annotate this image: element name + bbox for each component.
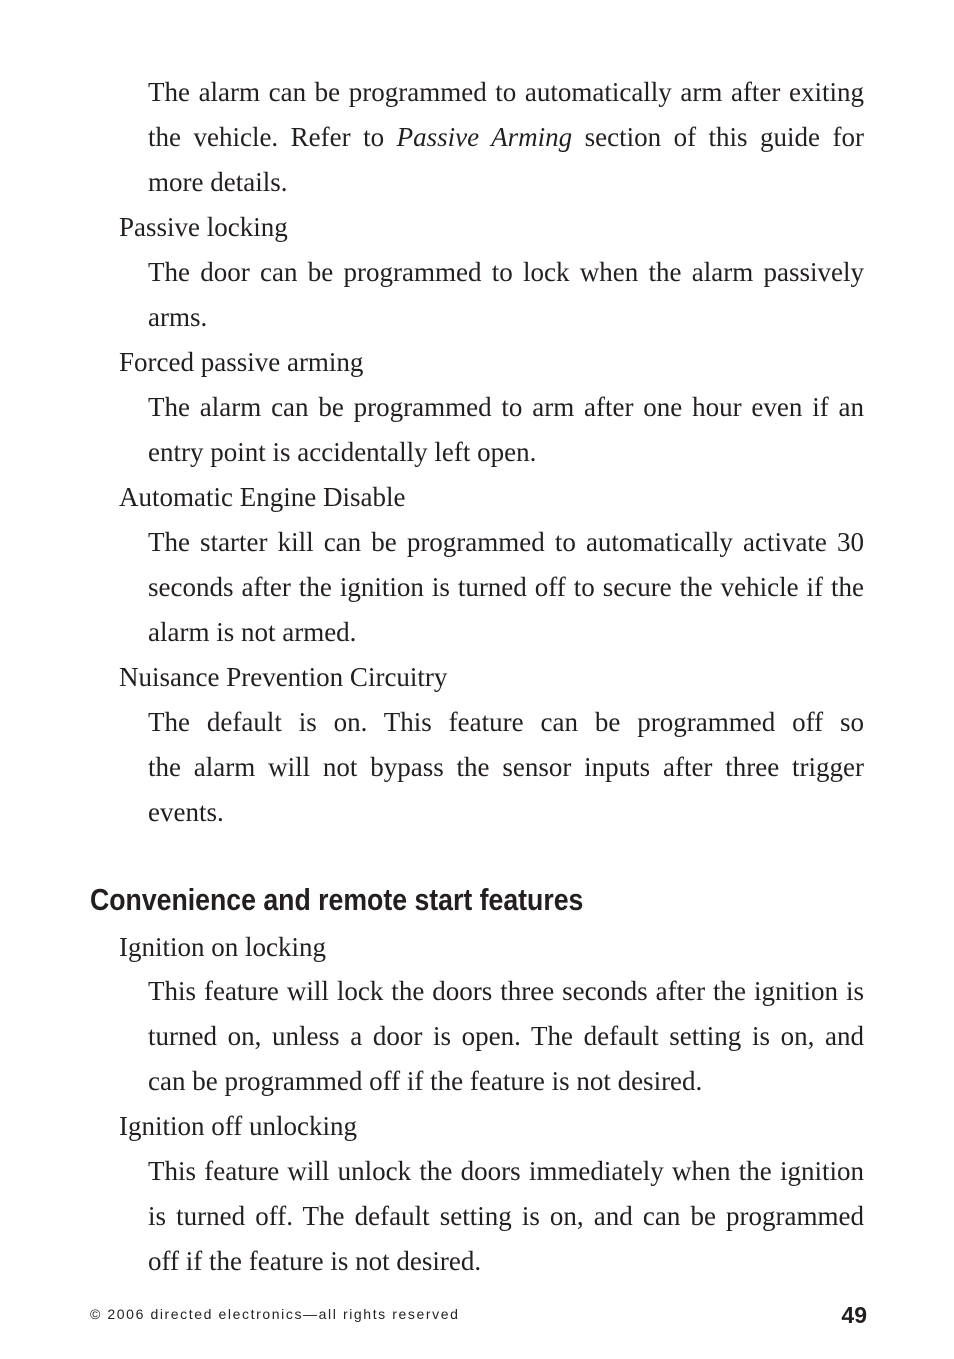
forced-passive-arming-line-2: entry point is accidentally left open. xyxy=(148,437,537,467)
passive-arming-line-2 xyxy=(148,115,864,160)
automatic-engine-disable-line-3: alarm is not armed. xyxy=(148,617,357,647)
nuisance-prevention-line-1: The default is on. This feature can be programmed off so xyxy=(148,707,864,737)
passive-locking-line-2: arms. xyxy=(148,302,208,332)
ignition-off-unlocking-line-2: is turned off. The default setting is on, and can be programmed xyxy=(148,1201,864,1231)
automatic-engine-disable-title: Automatic Engine Disable xyxy=(119,482,406,512)
passive-locking-line-1: The door can be programmed to lock when the alarm passively xyxy=(148,257,864,287)
passive-arming-text-b: section of this guide for xyxy=(584,122,865,152)
ignition-off-unlocking-title: Ignition off unlocking xyxy=(119,1111,357,1141)
passive-arming-line-1: The alarm can be programmed to automatically arm after exiting xyxy=(148,77,864,107)
passive-arming-reference: Passive Arming xyxy=(396,122,573,152)
ignition-off-unlocking-line-3: off if the feature is not desired. xyxy=(148,1246,482,1276)
automatic-engine-disable-line-1: The starter kill can be programmed to automatically activate 30 xyxy=(148,527,864,557)
passive-arming-text-a: the vehicle. Refer to xyxy=(148,122,385,152)
ignition-on-locking-line-3: can be programmed off if the feature is not desired. xyxy=(148,1066,703,1096)
copyright-footer: © 2006 directed electronics—all rights reserved xyxy=(90,1306,460,1322)
section-heading: Convenience and remote start features xyxy=(90,882,584,917)
passive-locking-title: Passive locking xyxy=(119,212,288,242)
passive-arming-line-3: more details. xyxy=(148,167,288,197)
ignition-on-locking-line-1: This feature will lock the doors three seconds after the ignition is xyxy=(148,976,864,1006)
nuisance-prevention-title: Nuisance Prevention Circuitry xyxy=(119,662,448,692)
automatic-engine-disable-line-2: seconds after the ignition is turned off to secure the vehicle if the xyxy=(148,572,864,602)
nuisance-prevention-line-3: events. xyxy=(148,797,224,827)
ignition-on-locking-title: Ignition on locking xyxy=(119,932,326,962)
ignition-off-unlocking-line-1: This feature will unlock the doors immediately when the ignition xyxy=(148,1156,864,1186)
forced-passive-arming-title: Forced passive arming xyxy=(119,347,364,377)
ignition-on-locking-line-2: turned on, unless a door is open. The default setting is on, and xyxy=(148,1021,864,1051)
forced-passive-arming-line-1: The alarm can be programmed to arm after one hour even if an xyxy=(148,392,864,422)
page-number: 49 xyxy=(841,1302,867,1328)
nuisance-prevention-line-2: the alarm will not bypass the sensor inputs after three trigger xyxy=(148,752,864,782)
